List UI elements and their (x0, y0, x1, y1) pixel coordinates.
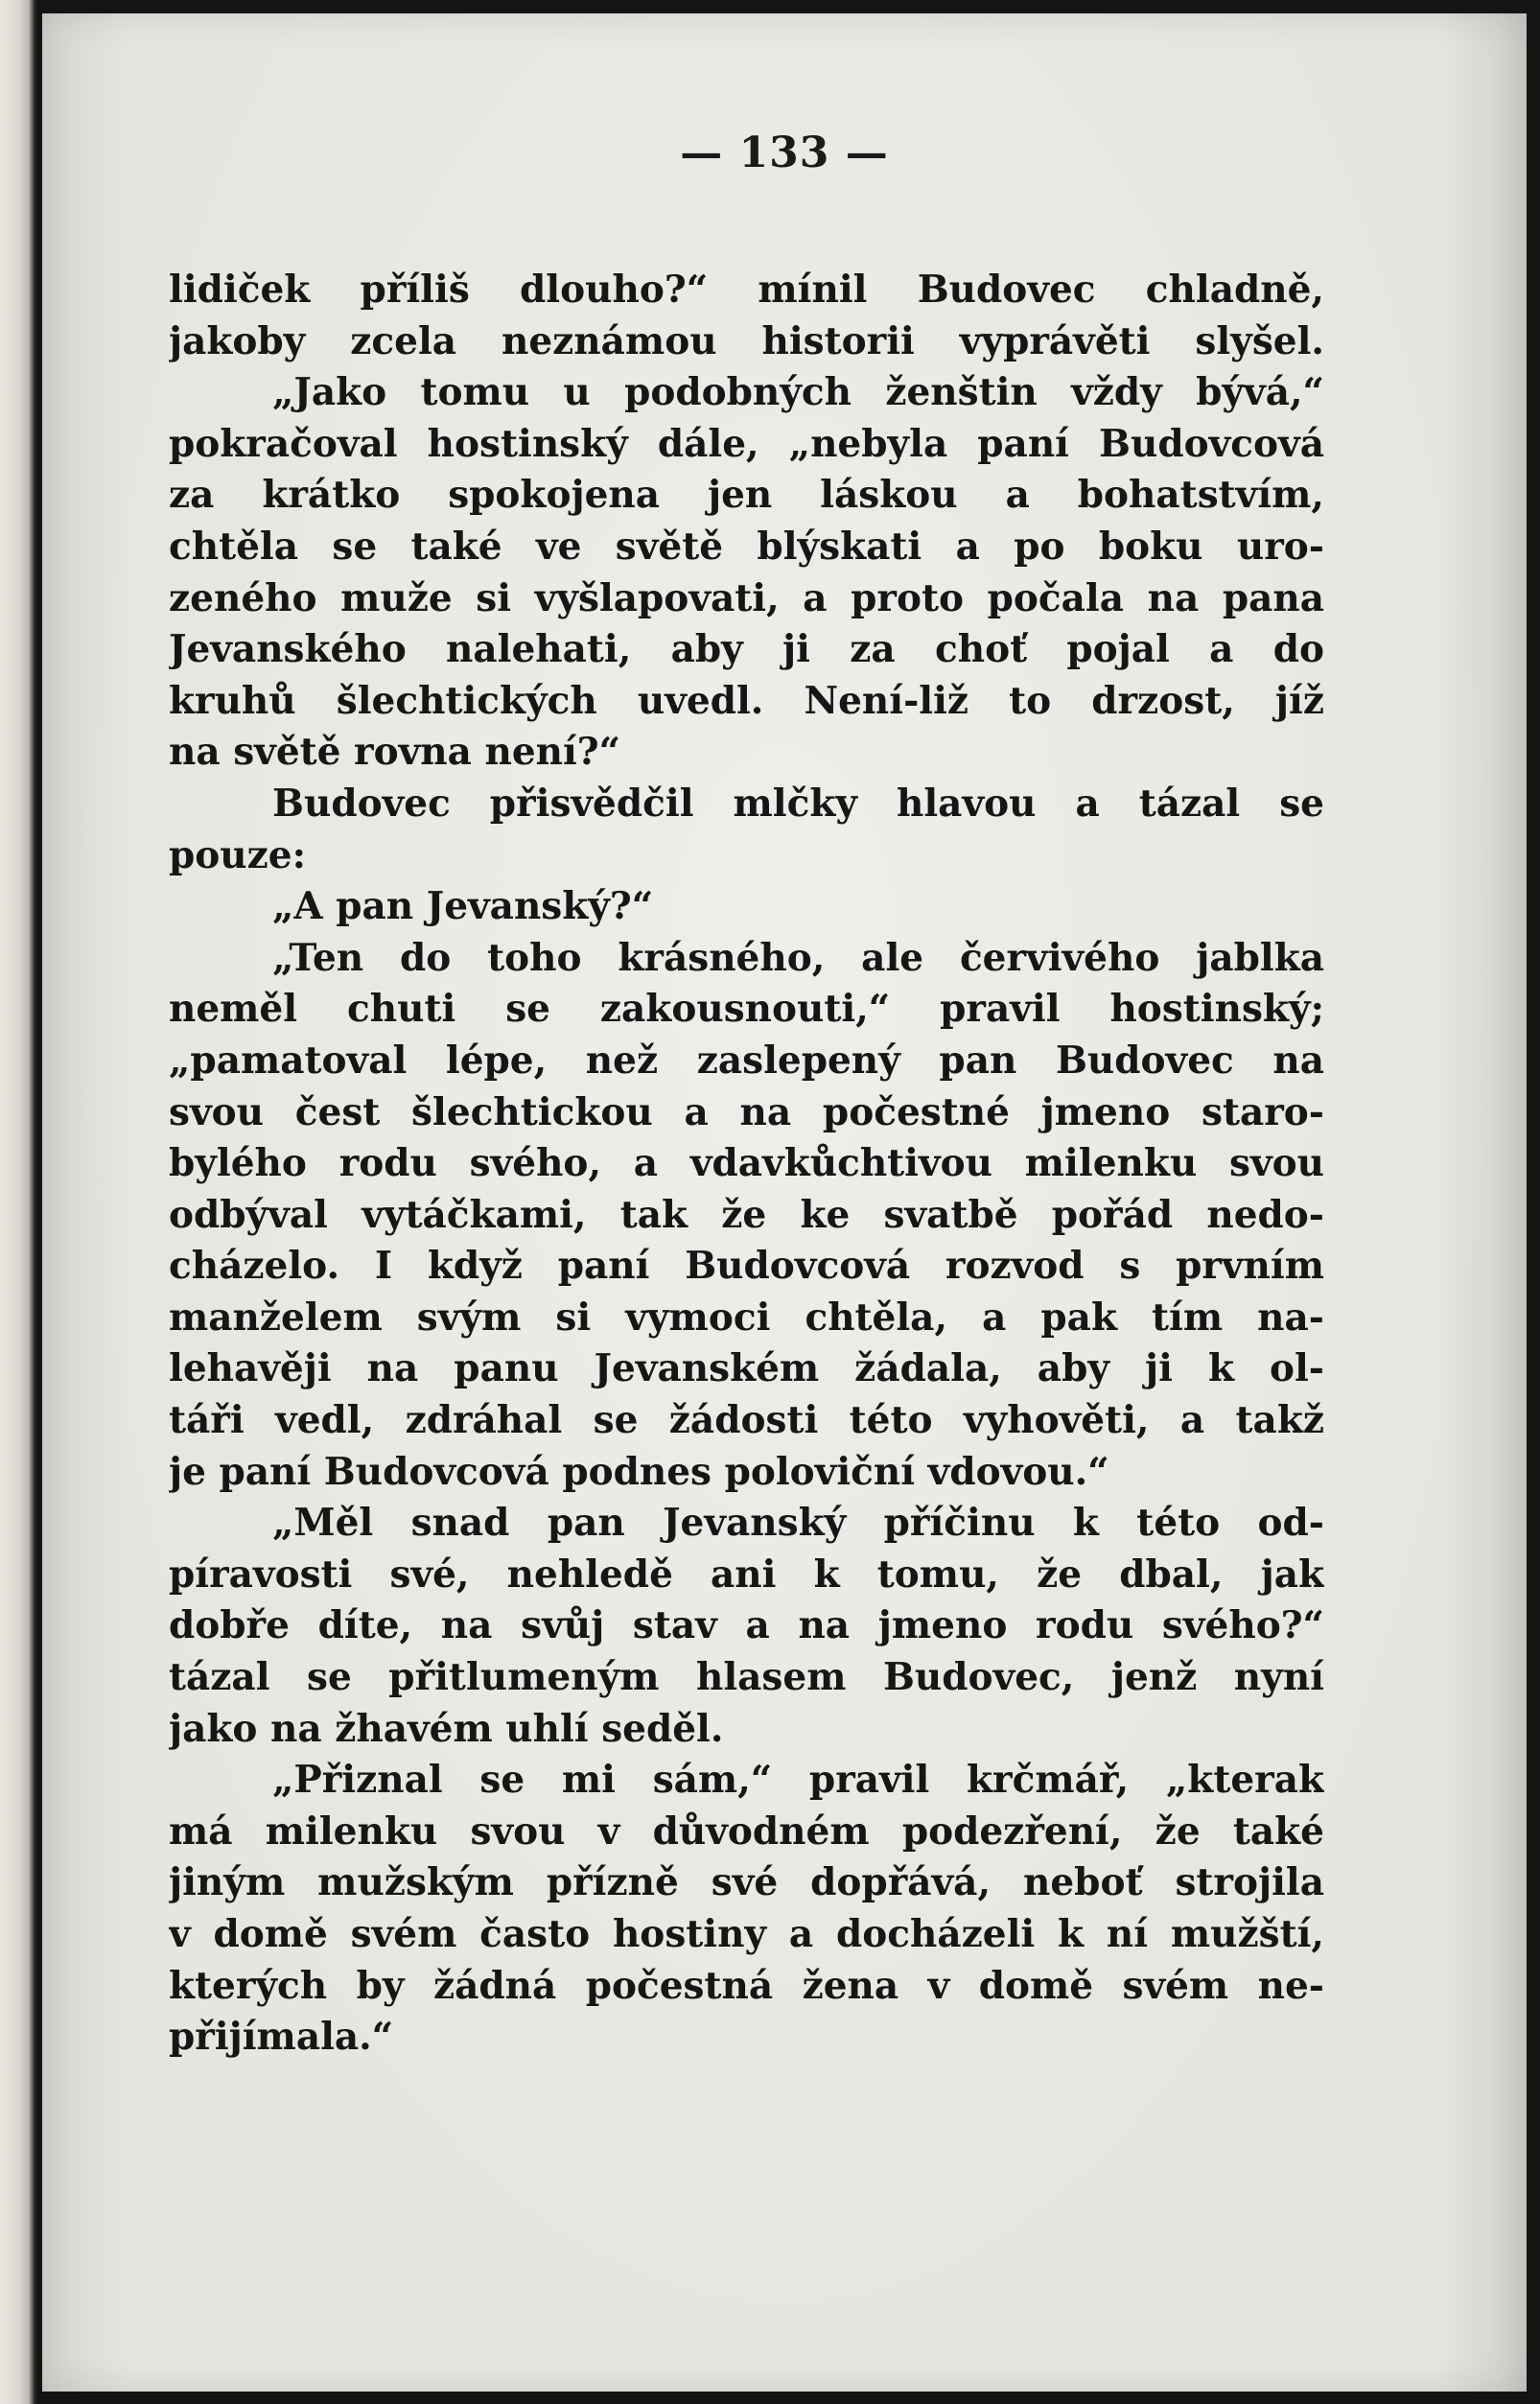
text-line: chtěla se také ve světě blýskati a po boku uro- (169, 524, 1324, 569)
text-line: za krátko spokojena jen láskou a bohatstvím, (169, 473, 1324, 518)
text-line: Jevanského nalehati, aby ji za choť pojal a do (169, 627, 1324, 672)
text-line: lidiček příliš dlouho?“ mínil Budovec chladně, (169, 268, 1324, 312)
text-line: „Jako tomu u podobných ženštin vždy bývá,“ (272, 370, 1324, 415)
text-line: jako na žhavém uhlí seděl. (169, 1706, 724, 1751)
text-line: neměl chuti se zakousnouti,“ pravil hostinský; (169, 987, 1324, 1032)
page-number: — 133 — (680, 128, 889, 177)
text-line: pouze: (169, 832, 306, 877)
text-line: bylého rodu svého, a vdavkůchtivou milenku svou (169, 1141, 1324, 1186)
text-line: „Měl snad pan Jevanský příčinu k této od- (272, 1501, 1324, 1546)
text-line: je paní Budovcová podnes poloviční vdovou.“ (169, 1449, 1109, 1494)
book-spine-edge (0, 0, 38, 2404)
text-line: Budovec přisvědčil mlčky hlavou a tázal se (272, 781, 1324, 826)
text-line: kterých by žádná počestná žena v domě svém ne- (169, 1963, 1324, 2008)
text-line: lehavěji na panu Jevanském žádala, aby ji k ol- (169, 1346, 1324, 1391)
text-line: svou čest šlechtickou a na počestné jmeno staro- (169, 1089, 1324, 1134)
text-line: jakoby zcela neznámou historii vyprávěti slyšel. (169, 318, 1324, 363)
book-page (42, 13, 1527, 2392)
text-line: v domě svém často hostiny a docházeli k ní mužští, (169, 1912, 1324, 1956)
body-text (169, 265, 1324, 2064)
text-line: má milenku svou v důvodném podezření, že také (169, 1809, 1324, 1854)
text-line: „A pan Jevanský?“ (272, 884, 654, 929)
text-line: přijímala.“ (169, 2015, 394, 2060)
text-line: pokračoval hostinský dále, „nebyla paní Budovcová (169, 421, 1324, 466)
text-line: „Přiznal se mi sám,“ pravil krčmář, „kterak (272, 1758, 1324, 1803)
text-line: píravosti své, nehledě ani k tomu, že dbal, jak (169, 1552, 1324, 1597)
text-line: „Ten do toho krásného, ale červivého jablka (272, 935, 1324, 980)
text-line: táři vedl, zdráhal se žádosti této vyhověti, a takž (169, 1398, 1324, 1443)
text-line: jiným mužským přízně své dopřává, neboť strojila (169, 1860, 1324, 1905)
text-line: manželem svým si vymoci chtěla, a pak tím na- (169, 1295, 1324, 1340)
text-line: dobře díte, na svůj stav a na jmeno rodu svého?“ (169, 1603, 1324, 1648)
text-line: na světě rovna není?“ (169, 730, 621, 775)
text-line: odbýval vytáčkami, tak že ke svatbě pořád nedo- (169, 1192, 1324, 1237)
text-line: kruhů šlechtických uvedl. Není-liž to drzost, jíž (169, 678, 1324, 723)
text-line: „pamatoval lépe, než zaslepený pan Budovec na (169, 1038, 1324, 1083)
text-line: tázal se přitlumeným hlasem Budovec, jenž nyní (169, 1655, 1324, 1700)
text-line: cházelo. I když paní Budovcová rozvod s prvním (169, 1244, 1324, 1289)
text-line: zeného muže si vyšlapovati, a proto počala na pana (169, 575, 1324, 620)
